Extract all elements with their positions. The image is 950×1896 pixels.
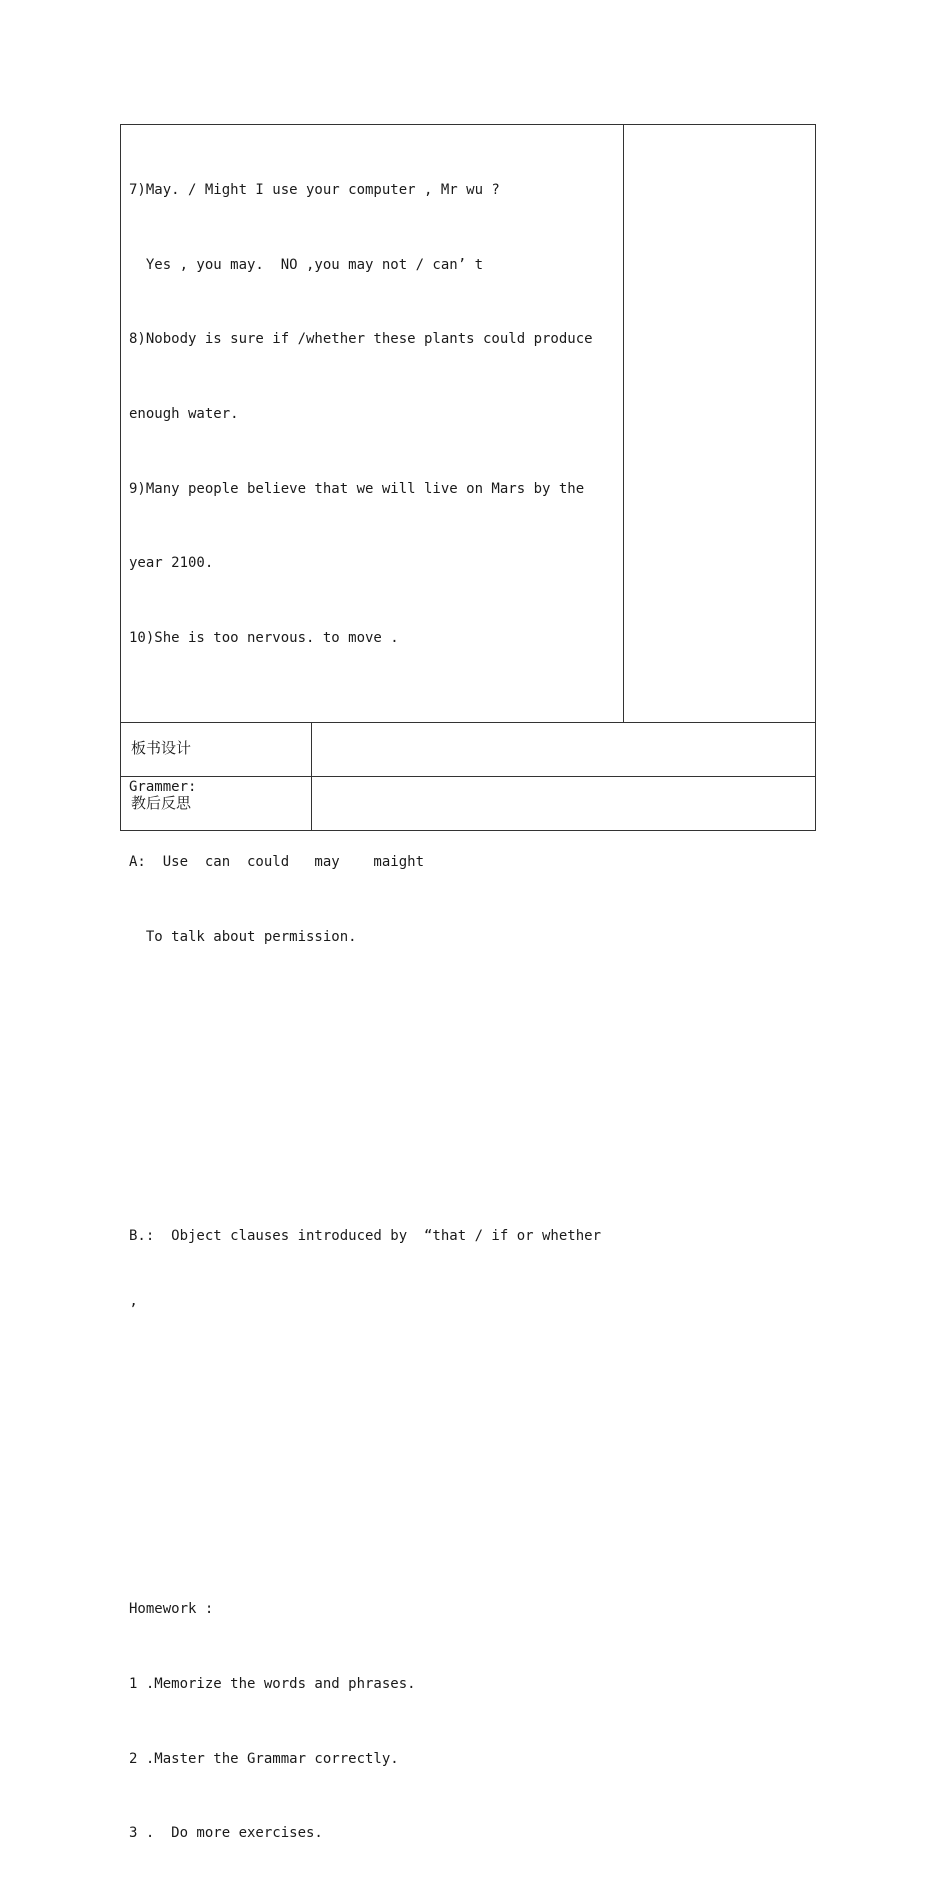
text-line <box>129 1074 609 1099</box>
text-line <box>129 1448 609 1473</box>
text-line <box>129 1373 609 1398</box>
text-line: year 2100. <box>129 555 214 572</box>
text-line <box>129 1149 609 1174</box>
column-divider <box>623 124 624 722</box>
homework-item: 1 .Memorize the words and phrases. <box>129 1675 416 1692</box>
text-line: To talk about permission. <box>129 928 357 945</box>
text-line: enough water. <box>129 405 239 422</box>
text-line <box>129 1522 609 1547</box>
text-line: 10)She is too nervous. to move . <box>129 630 399 647</box>
text-line: A: Use can could may maight <box>129 854 425 871</box>
board-design-label: 板书设计 <box>131 739 192 757</box>
homework-item: 3 . Do more exercises. <box>129 1825 323 1842</box>
text-line: 8)Nobody is sure if /whether these plants could produce <box>129 331 593 348</box>
board-design-row <box>120 722 816 777</box>
homework-item: 2 .Master the Grammar correctly. <box>129 1750 399 1767</box>
reflection-row <box>120 777 816 831</box>
cell-divider <box>311 777 312 830</box>
text-line: B.: Object clauses introduced by “that / if or whether <box>129 1227 602 1244</box>
grammar-heading: Grammer: <box>129 779 197 796</box>
lesson-text <box>129 128 609 1896</box>
text-line <box>129 1000 609 1025</box>
text-line: Yes , you may. NO ,you may not / can’ t <box>129 256 484 273</box>
text-line: 9)Many people believe that we will live on Mars by the <box>129 480 585 497</box>
text-line: 7)May. / Might I use your computer , Mr wu ? <box>129 181 500 198</box>
text-line: ’ <box>129 1302 138 1319</box>
cell-divider <box>311 722 312 776</box>
reflection-label: 教后反思 <box>131 794 192 812</box>
homework-heading: Homework : <box>129 1601 214 1618</box>
